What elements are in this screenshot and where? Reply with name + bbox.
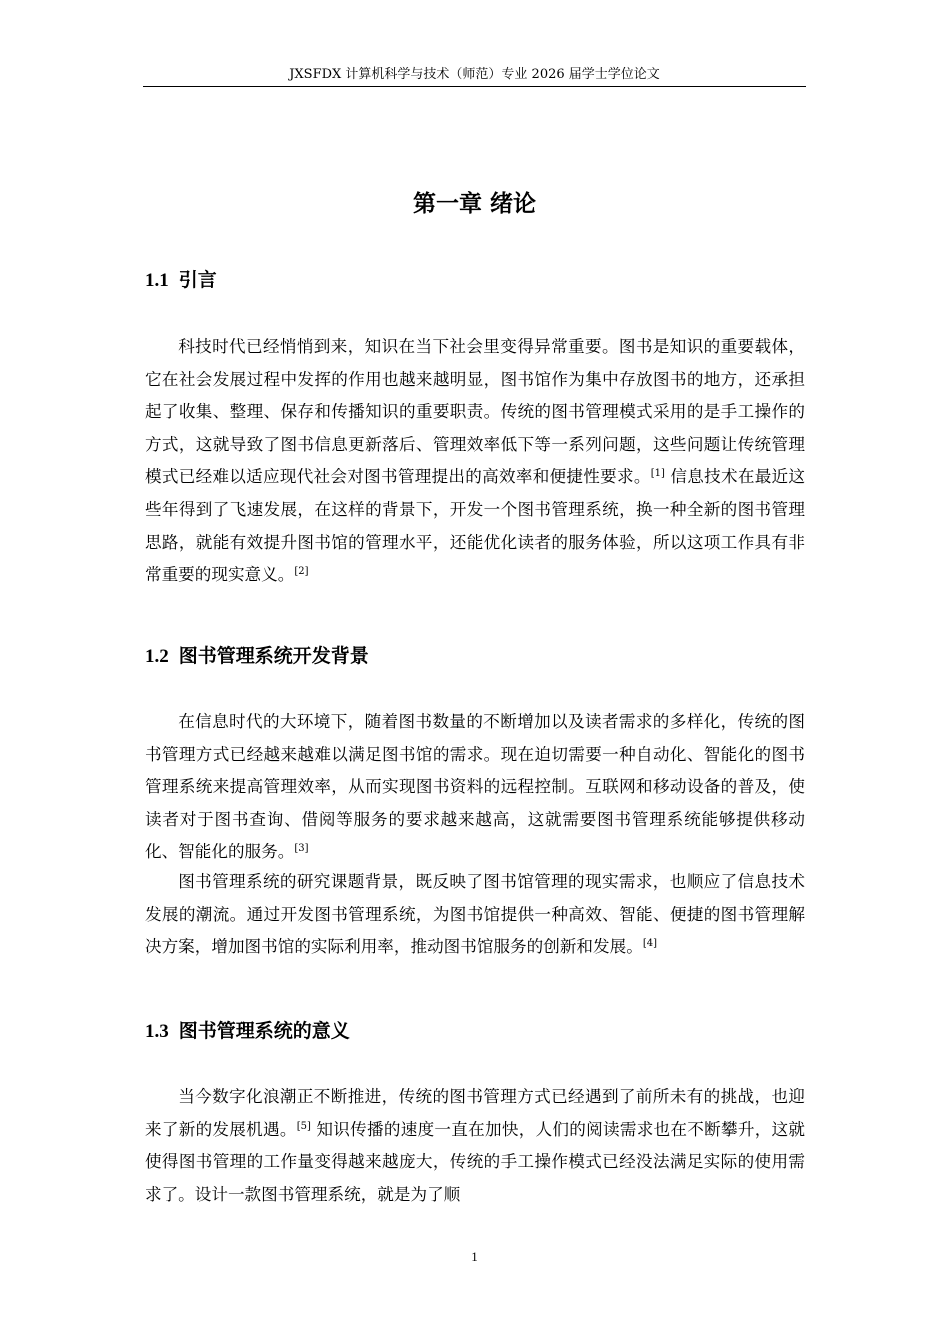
citation-marker: [4] [642, 938, 657, 950]
paragraph-text: 图书管理系统的研究课题背景，既反映了图书馆管理的现实需求，也顺应了信息技术发展的潮流。通过开发图书管理系统，为图书馆提供一种高效、智能、便捷的图书管理解决方案，增加图书馆的实际利用率，推动图书馆服务的创新和发展。 [145, 872, 805, 957]
paragraph-text: 信息技术在最近这些年得到了飞速发展，在这样的背景下，开发一个图书管理系统，换一种全新的图书管理思路，就能有效提升图书馆的管理水平，还能优化读者的服务体验，所以这项工作具有非常重要的现实意义。 [145, 467, 806, 585]
citation-marker: [5] [296, 1120, 311, 1132]
section-title: 图书管理系统开发背景 [178, 645, 369, 667]
citation-marker: [1] [650, 468, 665, 480]
paragraph [145, 866, 805, 964]
paragraph-text: 当今数字化浪潮正不断推进，传统的图书管理方式已经遇到了前所未有的挑战，也迎来了新的发展机遇。 [145, 1087, 805, 1139]
running-header: JXSFDX 计算机科学与技术（师范）专业 2026 届学士学位论文 [289, 67, 660, 82]
paragraph-text: 知识传播的速度一直在加快，人们的阅读需求也在不断攀升，这就使得图书管理的工作量变得越来越庞大，传统的手工操作模式已经没法满足实际的使用需求了。设计一款图书管理系统，就是为了顺 [145, 1119, 806, 1204]
paragraph [145, 706, 805, 869]
section-heading-1-2 [145, 642, 369, 671]
header-rule [143, 86, 806, 87]
section-title: 引言 [178, 269, 217, 291]
citation-marker: [2] [294, 566, 309, 578]
section-title: 图书管理系统的意义 [178, 1020, 350, 1042]
paragraph-text: 科技时代已经悄悄到来，知识在当下社会里变得异常重要。图书是知识的重要载体，它在社会发展过程中发挥的作用也越来越明显，图书馆作为集中存放图书的地方，还承担起了收集、整理、保存和传播知识的重要职责。传统的图书管理模式采用的是手工操作的方式，这就导致了图书信息更新落后、管理效率低下等一系列问题，这些问题让传统管理模式已经难以适应现代社会对图书管理提出的高效率和便捷性要求。 [145, 337, 805, 487]
section-number: 1.1 [145, 270, 169, 291]
paragraph [145, 331, 805, 592]
section-heading-1-1 [145, 266, 217, 295]
section-number: 1.2 [145, 646, 169, 667]
page-number: 1 [471, 1249, 478, 1264]
section-heading-1-3 [145, 1017, 350, 1046]
paragraph-text: 在信息时代的大环境下，随着图书数量的不断增加以及读者需求的多样化，传统的图书管理方式已经越来越难以满足图书馆的需求。现在迫切需要一种自动化、智能化的图书管理系统来提高管理效率，从而实现图书资料的远程控制。互联网和移动设备的普及，使读者对于图书查询、借阅等服务的要求越来越高，这就需要图书管理系统能够提供移动化、智能化的服务。 [145, 712, 805, 862]
paragraph [145, 1081, 805, 1211]
citation-marker: [3] [294, 843, 309, 855]
chapter-title: 第一章 绪论 [412, 191, 536, 217]
section-number: 1.3 [145, 1021, 169, 1042]
